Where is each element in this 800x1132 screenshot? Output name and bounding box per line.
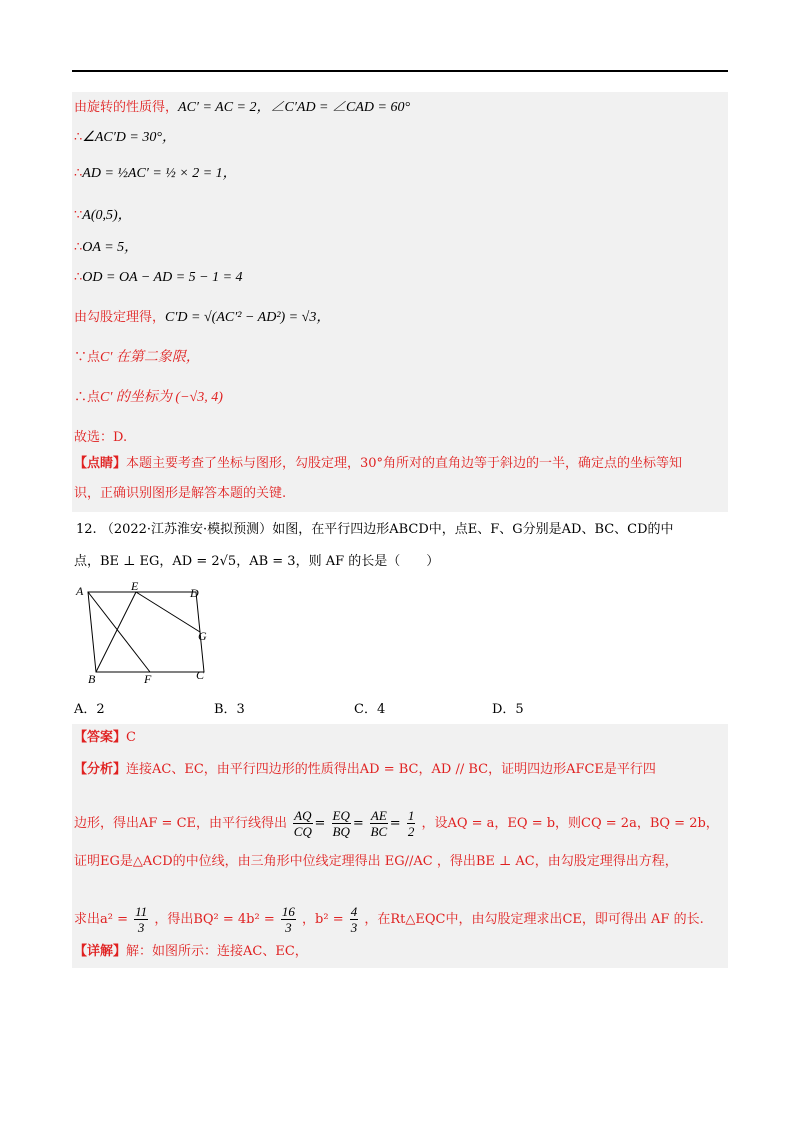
solution-line-8: ∵点C′ 在第二象限，: [74, 350, 200, 365]
label-e: E: [131, 580, 139, 593]
analysis-line-1: 【分析】连接AC、EC，由平行四边形的性质得出AD = BC，AD // BC，证明四边形AFCE是平行四: [74, 762, 656, 777]
fraction-aq-cq: $\frac{AQ}{CQ}$: [293, 808, 312, 839]
label-f: F: [144, 672, 152, 685]
label-d: D: [190, 586, 199, 600]
solution-line-4: ∵A(0,5)，: [74, 208, 132, 223]
label-g: G: [198, 629, 207, 643]
option-b[interactable]: B．3: [214, 702, 245, 717]
header-rule: [72, 70, 728, 72]
detail-line: 【详解】解：如图所示：连接AC、EC，: [74, 944, 308, 959]
label-b: B: [88, 672, 96, 685]
solution-block: [72, 92, 728, 512]
solution-line-6: ∴OD = OA − AD = 5 − 1 = 4: [74, 270, 243, 285]
analysis-line-2: 边形，得出AF = CE，由平行线得出 $\frac{AQ}{CQ}$ = $\frac{EQ}{BQ}$ = $\frac{AE}{BC}$ = $\frac{1}{2}$ ，设AQ = a，EQ = b，则CQ = 2a，BQ = 2b，: [74, 808, 719, 839]
fraction-bq-squared: $\frac{16}{3}$: [281, 904, 295, 935]
answer-block: [72, 724, 728, 968]
question-line-1: 12. （2022·江苏淮安·模拟预测）如图，在平行四边形ABCD中，点E、F、G分别是AD、BC、CD的中: [76, 522, 674, 537]
question-line-2: 点，BE ⊥ EG，AD = 2√5，AB = 3，则 AF 的长是（ ）: [74, 554, 440, 569]
fraction-a-squared: $\frac{11}{3}$: [135, 904, 148, 935]
solution-line-1: 由旋转的性质得，AC′ = AC = 2，∠C′AD = ∠CAD = 60°: [74, 100, 411, 115]
solution-line-3: ∴AD = ½AC′ = ½ × 2 = 1，: [74, 166, 237, 181]
fraction-ae-bc: $\frac{AE}{BC}$: [370, 808, 388, 839]
solution-line-10: 故选：D.: [74, 430, 128, 445]
analysis-line-3: 证明EG是△ACD的中位线，由三角形中位线定理得出 EG//AC ，得出BE ⊥ AC，由勾股定理得出方程，: [74, 854, 678, 869]
option-a[interactable]: A．2: [74, 702, 105, 717]
option-d[interactable]: D．5: [492, 702, 524, 717]
segment-af: [88, 592, 150, 672]
fraction-one-half: $\frac{1}{2}$: [407, 808, 415, 839]
label-a: A: [76, 584, 84, 598]
label-c: C: [196, 668, 205, 682]
answer-line: 【答案】C: [74, 730, 136, 745]
analysis-line-4: 求出a² = $\frac{11}{3}$ ，得出BQ² = 4b² = $\frac{16}{3}$ ，b² = $\frac{4}{3}$ ，在Rt△EQC中，由勾股定理求出CE，即可得出 AF 的长.: [74, 904, 704, 935]
solution-line-9: ∴点C′ 的坐标为 (−√3, 4): [74, 390, 223, 405]
solution-line-5: ∴OA = 5，: [74, 240, 139, 255]
parallelogram-abcd: [88, 592, 204, 672]
comment-line-2: 识，正确识别图形是解答本题的关键.: [74, 486, 287, 501]
fraction-b-squared: $\frac{4}{3}$: [350, 904, 358, 935]
segment-be: [96, 592, 136, 672]
solution-line-7: 由勾股定理得，C′D = √(AC′² − AD²) = √3，: [74, 310, 331, 325]
option-c[interactable]: C．4: [354, 702, 386, 717]
comment-line-1: 【点睛】本题主要考查了坐标与图形，勾股定理，30°角所对的直角边等于斜边的一半，确定点的坐标等知: [74, 456, 683, 471]
solution-line-2: ∴∠AC′D = 30°，: [74, 130, 176, 145]
parallelogram-figure: [70, 580, 220, 685]
fraction-eq-bq: $\frac{EQ}{BQ}$: [332, 808, 350, 839]
